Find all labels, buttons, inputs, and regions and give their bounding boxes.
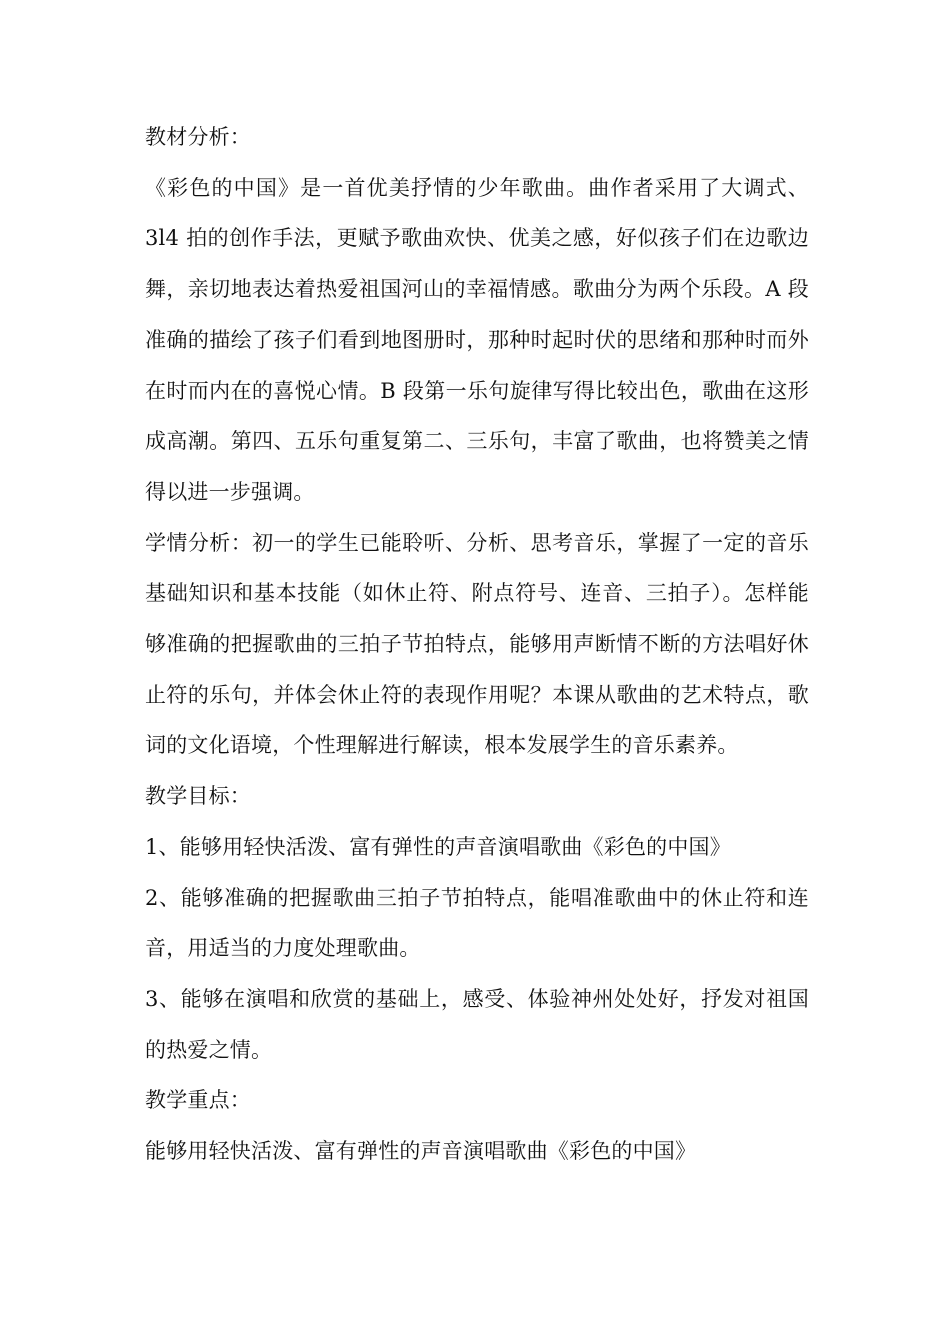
goal-item-1: 1、能够用轻快活泼、富有弹性的声音演唱歌曲《彩色的中国》: [145, 834, 731, 859]
heading-textbook-analysis: 教材分析：: [145, 125, 251, 149]
document-body: [145, 112, 809, 1177]
heading-teaching-focus: 教学重点：: [145, 1088, 251, 1113]
paragraph-teaching-focus: 能够用轻快活泼、富有弹性的声音演唱歌曲《彩色的中国》: [145, 1139, 697, 1164]
goal-item-3: 3、能够在演唱和欣赏的基础上，感受、体验神州处处好，抒发对祖国的热爱之情。: [145, 986, 809, 1062]
heading-teaching-goals: 教学目标：: [145, 784, 251, 809]
paragraph-student-analysis: 学情分析：初一的学生已能聆听、分析、思考音乐，掌握了一定的音乐基础知识和基本技能（如休止符、附点符号、连音、三拍子）。怎样能够准确的把握歌曲的三拍子节拍特点，能够用声断情不断的方法唱好休止符的乐句，并体会休止符的表现作用呢？本课从歌曲的艺术特点，歌词的文化语境，个性理解进行解读，根本发展学生的音乐素养。: [145, 530, 809, 758]
paragraph-textbook-analysis: 《彩色的中国》是一首优美抒情的少年歌曲。曲作者采用了大调式、3l4 拍的创作手法，更赋予歌曲欢快、优美之感，好似孩子们在边歌边舞，亲切地表达着热爱祖国河山的幸福情感。歌曲分为两个乐段。A 段准确的描绘了孩子们看到地图册时，那种时起时伏的思绪和那种时而外在时而内在的喜悦心情。B 段第一乐句旋律写得比较出色，歌曲在这形成高潮。第四、五乐句重复第二、三乐句，丰富了歌曲，也将赞美之情得以进一步强调。: [145, 175, 809, 504]
goal-item-2: 2、能够准确的把握歌曲三拍子节拍特点，能唱准歌曲中的休止符和连音，用适当的力度处理歌曲。: [145, 885, 809, 961]
